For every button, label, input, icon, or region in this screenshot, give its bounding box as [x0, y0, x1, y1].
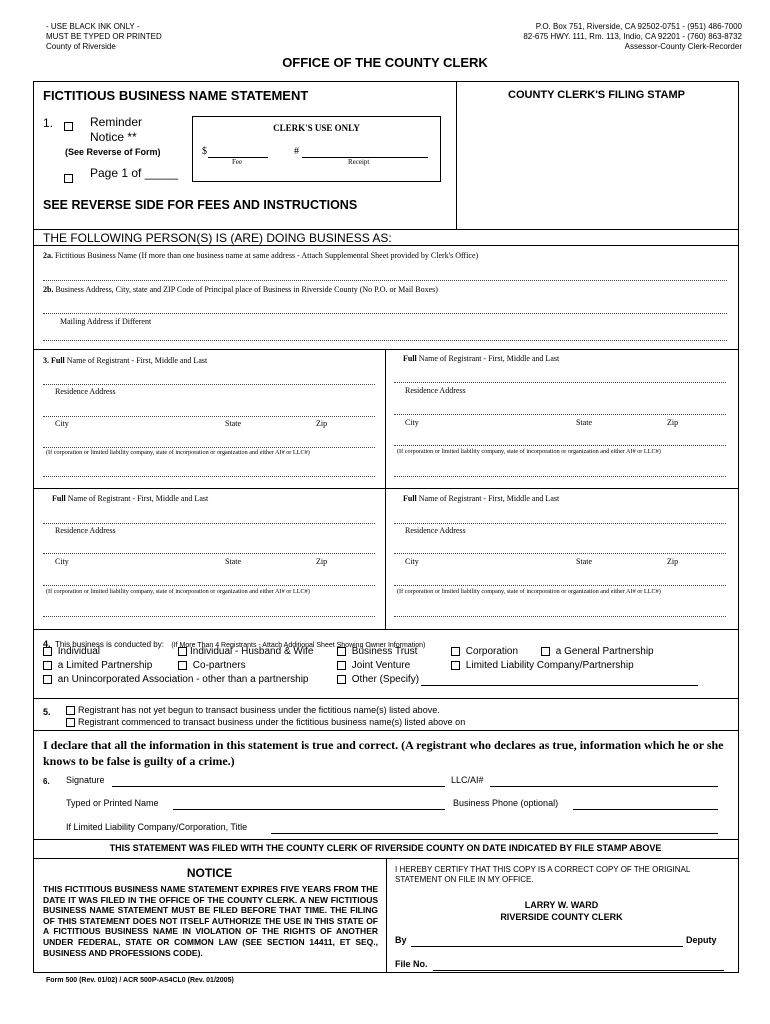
option-other[interactable]: Other (Specify): [337, 674, 419, 685]
registrant-name-line[interactable]: [394, 523, 726, 524]
city-label: City: [405, 418, 419, 427]
reminder-checkbox[interactable]: [64, 118, 76, 136]
state-label: State: [225, 419, 241, 428]
registrant-divider: [385, 349, 386, 629]
commenced-number: 5.: [43, 707, 51, 717]
receipt-hash: #: [294, 146, 299, 157]
declaration-text: I declare that all the information in this statement is true and correct. (A registrant who declares as true, information which he or she knows to be false is guilty of a crime.): [43, 738, 724, 768]
state-label: State: [576, 557, 592, 566]
section-divider: [33, 698, 738, 699]
city-label: City: [405, 557, 419, 566]
residence-label: Residence Address: [405, 386, 466, 395]
receipt-label: Receipt: [348, 158, 370, 166]
stamp-title: COUNTY CLERK'S FILING STAMP: [508, 89, 685, 101]
mailing-address-label: Mailing Address if Different: [60, 317, 152, 326]
business-address-label: 2b. Business Address, City, state and ZIP Code of Principal place of Business in Riverside County (No P.O. or Mail Boxes): [43, 285, 438, 294]
deputy-label: Deputy: [686, 935, 717, 945]
zip-label: Zip: [667, 557, 679, 566]
city-line[interactable]: [394, 585, 726, 586]
page-checkbox[interactable]: [64, 170, 76, 188]
section-divider: [33, 229, 738, 230]
residence-line[interactable]: [394, 414, 726, 415]
zip-label: Zip: [667, 418, 679, 427]
signature-line[interactable]: [112, 786, 445, 787]
business-phone-label: Business Phone (optional): [453, 798, 559, 808]
state-label: State: [225, 557, 241, 566]
fee-dollar: $: [202, 146, 207, 157]
registrant-name-line[interactable]: [394, 382, 726, 383]
typed-name-label: Typed or Printed Name: [66, 798, 159, 808]
doing-business-heading: THE FOLLOWING PERSON(S) IS (ARE) DOING BUSINESS AS:: [43, 231, 392, 245]
registrant-name-label: 3. Full Name of Registrant - First, Middle and Last: [43, 356, 208, 365]
business-name-label: 2a. Fictitious Business Name (If more than one business name at same address - Attach Supplemental Sheet provided by Clerk's Office): [43, 251, 479, 260]
corp-note: (If corporation or limited liability company, state of incorporation or organization and either AI# or LLC#): [397, 448, 661, 455]
header-right: [523, 22, 742, 52]
registrant-divider: [33, 488, 738, 489]
clerk-title: RIVERSIDE COUNTY CLERK: [500, 912, 623, 922]
fees-heading: SEE REVERSE SIDE FOR FEES AND INSTRUCTIONS: [43, 198, 358, 212]
see-reverse-note: (See Reverse of Form): [65, 147, 161, 157]
residence-label: Residence Address: [55, 387, 116, 396]
city-label: City: [55, 557, 69, 566]
clerk-name: LARRY W. WARD: [524, 900, 599, 910]
corp-note: (If corporation or limited liability company, state of incorporation or organization and either AI# or LLC#): [46, 588, 310, 595]
registrant-name-label: Full Name of Registrant - First, Middle and Last: [403, 494, 560, 503]
llc-ai-label: LLC/AI#: [451, 775, 484, 785]
clerk-use-label: CLERK'S USE ONLY: [273, 123, 360, 133]
county-label: County of Riverside: [46, 42, 116, 51]
filed-statement: THIS STATEMENT WAS FILED WITH THE COUNTY CLERK OF RIVERSIDE COUNTY ON DATE INDICATED BY FILE STAMP ABOVE: [109, 843, 662, 853]
certify-text: I HEREBY CERTIFY THAT THIS COPY IS A CORRECT COPY OF THE ORIGINAL STATEMENT ON FILE IN MY OFFICE.: [395, 865, 691, 884]
section-divider: [33, 839, 738, 840]
typed-instruction: MUST BE TYPED OR PRINTED: [46, 32, 162, 41]
option-commenced[interactable]: Registrant commenced to transact business under the fictitious business name(s) listed above on: [66, 717, 465, 727]
option-general-partnership[interactable]: a General Partnership: [541, 646, 654, 657]
form-title: FICTITIOUS BUSINESS NAME STATEMENT: [43, 88, 309, 103]
option-individual[interactable]: Individual: [43, 646, 100, 657]
business-name-line[interactable]: [43, 280, 727, 281]
corp-line[interactable]: [43, 616, 375, 617]
item1-number: 1.: [43, 116, 54, 130]
city-label: City: [55, 419, 69, 428]
signature-label: Signature: [66, 775, 105, 785]
section-divider: [33, 629, 738, 630]
other-specify-line[interactable]: [421, 685, 698, 686]
residence-line[interactable]: [43, 553, 375, 554]
mailing-address-line[interactable]: [43, 340, 727, 341]
option-unincorporated[interactable]: an Unincorporated Association - other than a partnership: [43, 674, 309, 685]
business-address-line[interactable]: [43, 313, 727, 314]
option-husband-wife[interactable]: Individual - Husband & Wife: [178, 646, 313, 657]
city-line[interactable]: [43, 447, 375, 448]
header-left: [46, 22, 162, 52]
registrant-name-label: Full Name of Registrant - First, Middle and Last: [52, 494, 209, 503]
residence-label: Residence Address: [55, 526, 116, 535]
corp-line[interactable]: [394, 616, 726, 617]
registrant-name-line[interactable]: [43, 523, 375, 524]
option-not-yet-begun[interactable]: Registrant has not yet begun to transact business under the fictitious name(s) listed above.: [66, 705, 440, 715]
residence-label: Residence Address: [405, 526, 466, 535]
option-limited-partnership[interactable]: a Limited Partnership: [43, 660, 152, 671]
page-of: Page 1 of _____: [90, 166, 179, 180]
llc-ai-line[interactable]: [490, 786, 718, 787]
llc-title-label: If Limited Liability Company/Corporation, Title: [66, 822, 248, 832]
corp-line[interactable]: [43, 476, 375, 477]
business-phone-line[interactable]: [573, 809, 718, 810]
file-no-line[interactable]: [433, 970, 724, 971]
riverside-address: P.O. Box 751, Riverside, CA 92502-0751 - (951) 486-7000: [535, 22, 742, 31]
conducted-heading: 4. This business is conducted by: (If More Than 4 Registrants - Attach Additional Sheet Showing Owner Information): [43, 639, 426, 649]
option-joint-venture[interactable]: Joint Venture: [337, 660, 410, 671]
by-label: By: [395, 935, 407, 945]
option-llc-partnership[interactable]: Limited Liability Company/Partnership: [451, 660, 634, 671]
corp-note: (If corporation or limited liability company, state of incorporation or organization and either AI# or LLC#): [397, 588, 661, 595]
section-divider: [33, 730, 738, 731]
notice-title: NOTICE: [186, 866, 233, 880]
notice-body: THIS FICTITIOUS BUSINESS NAME STATEMENT EXPIRES FIVE YEARS FROM THE DATE IT WAS FILED IN THE OFFICE OF THE COUNTY CLERK. A NEW FICTITIOUS BUSINESS NAME STATEMENT MUST BE FILED BEFORE THAT TIME. THE FILING OF THIS STATEMENT DOES NOT ITSELF AUTHORIZE THE USE IN THIS STATE OF A FICTITIOUS BUSINESS NAME IN VIOLATION OF THE RIGHTS OF ANOTHER UNDER FEDERAL, STATE OR COMMON LAW (SEE SECTION 14411, ET SEQ., BUSINESS AND PROFESSIONS CODE).: [43, 884, 378, 958]
file-no-label: File No.: [395, 959, 428, 969]
corp-note: (If corporation or limited liability company, state of incorporation or organization and either AI# or LLC#): [46, 449, 310, 456]
option-copartners[interactable]: Co-partners: [178, 660, 246, 671]
residence-line[interactable]: [394, 553, 726, 554]
typed-name-line[interactable]: [173, 809, 445, 810]
registrant-name-label: Full Name of Registrant - First, Middle and Last: [403, 354, 560, 363]
fee-label: Fee: [232, 158, 243, 166]
city-line[interactable]: [43, 585, 375, 586]
corp-line[interactable]: [394, 476, 726, 477]
office-title: OFFICE OF THE COUNTY CLERK: [282, 55, 488, 70]
ink-instruction: - USE BLACK INK ONLY -: [46, 22, 140, 31]
option-business-trust[interactable]: Business Trust: [337, 646, 417, 657]
signature-number: 6.: [43, 777, 50, 786]
zip-label: Zip: [316, 419, 328, 428]
city-line[interactable]: [394, 445, 726, 446]
indio-address: 82-675 HWY. 111, Rm. 113, Indio, CA 92201 - (760) 863-8732: [523, 32, 742, 41]
state-label: State: [576, 418, 592, 427]
section-divider: [33, 245, 738, 246]
stamp-divider: [456, 82, 457, 229]
llc-title-line[interactable]: [271, 833, 718, 834]
option-corporation[interactable]: Corporation: [451, 646, 518, 657]
reminder-notice: Reminder Notice **: [90, 115, 143, 144]
form-number: Form 500 (Rev. 01/02) / ACR 500P-AS4CL0 (Rev. 01/2005): [46, 977, 234, 984]
registrant-name-line[interactable]: [43, 384, 375, 385]
assessor-label: Assessor-County Clerk-Recorder: [624, 42, 742, 51]
residence-line[interactable]: [43, 416, 375, 417]
zip-label: Zip: [316, 557, 328, 566]
deputy-signature-line[interactable]: [411, 946, 683, 947]
